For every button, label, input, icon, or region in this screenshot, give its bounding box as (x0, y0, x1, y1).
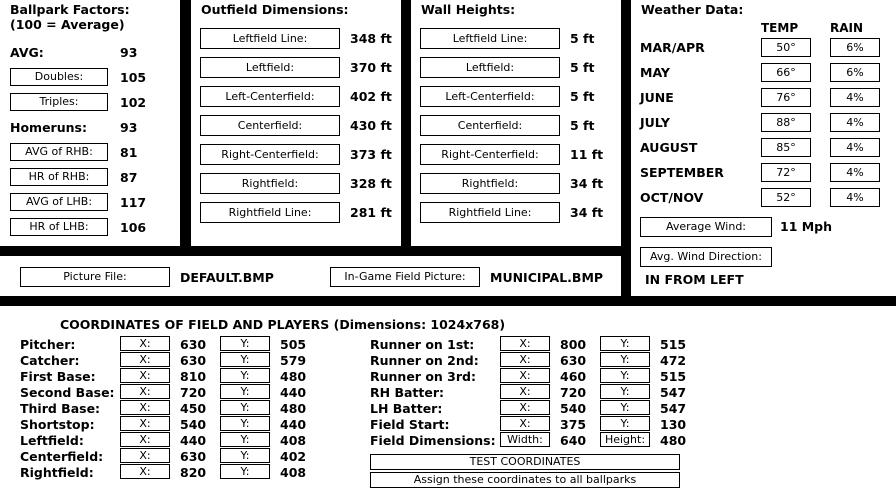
coord-x-field[interactable]: X: (500, 384, 550, 399)
picture-file-button[interactable]: Picture File: (20, 267, 170, 287)
coord-name-label: Centerfield: (20, 449, 104, 464)
coord-y-field[interactable]: Y: (600, 352, 650, 367)
coord-x-value: 720 (560, 385, 587, 400)
coord-y-value: 515 (660, 369, 687, 384)
coord-y-value: 547 (660, 401, 687, 416)
wall-row-button[interactable]: Centerfield: (420, 115, 560, 136)
weather-month-label: MAY (640, 65, 670, 80)
avg-rhb-button[interactable]: AVG of RHB: (10, 143, 108, 161)
outfield-row-value: 348 ft (350, 31, 392, 46)
avg-rhb-value: 81 (120, 145, 138, 160)
outfield-row-value: 370 ft (350, 60, 392, 75)
ballpark-factors-panel (0, 0, 180, 246)
temp-field[interactable]: 72° (761, 163, 811, 182)
coord-y-value: 547 (660, 385, 687, 400)
coord-x-value: 460 (560, 369, 587, 384)
wall-heights-panel (411, 0, 621, 246)
coord-x-value: 440 (180, 433, 207, 448)
weather-month-label: OCT/NOV (640, 190, 704, 205)
temp-field[interactable]: 88° (761, 113, 811, 132)
coord-name-label: RH Batter: (370, 385, 444, 400)
rain-field[interactable]: 4% (830, 138, 880, 157)
rain-header: RAIN (830, 21, 864, 35)
outfield-row-button[interactable]: Leftfield: (200, 57, 340, 78)
wall-row-value: 11 ft (570, 147, 604, 162)
average-wind-value: 11 Mph (780, 219, 833, 234)
wall-row-value: 5 ft (570, 118, 595, 133)
avg-label: AVG: (10, 45, 44, 60)
rain-field[interactable]: 4% (830, 88, 880, 107)
ballpark-subtitle: (100 = Average) (10, 17, 125, 32)
coord-x-value: 630 (180, 353, 207, 368)
coord-y-value: 130 (660, 417, 687, 432)
coord-x-value: 540 (560, 401, 587, 416)
avg-lhb-value: 117 (120, 195, 147, 210)
ingame-picture-value: MUNICIPAL.BMP (490, 270, 604, 285)
outfield-row-button[interactable]: Leftfield Line: (200, 28, 340, 49)
coord-y-field[interactable]: Y: (600, 416, 650, 431)
coord-y-field[interactable]: Y: (220, 464, 270, 479)
coord-y-value: 579 (280, 353, 307, 368)
outfield-row-value: 281 ft (350, 205, 392, 220)
coord-x-value: 630 (180, 337, 207, 352)
coord-x-field[interactable]: X: (120, 448, 170, 463)
triples-button[interactable]: Triples: (10, 93, 108, 111)
coord-name-label: Leftfield: (20, 433, 84, 448)
temp-field[interactable]: 52° (761, 188, 811, 207)
coord-x-value: 820 (180, 465, 207, 480)
rain-field[interactable]: 4% (830, 188, 880, 207)
weather-month-label: AUGUST (640, 140, 698, 155)
outfield-title: Outfield Dimensions: (201, 2, 349, 17)
coord-y-field[interactable]: Y: (220, 416, 270, 431)
width-value: 640 (560, 433, 587, 448)
weather-month-label: MAR/APR (640, 40, 705, 55)
temp-field[interactable]: 85° (761, 138, 811, 157)
wall-row-button[interactable]: Leftfield: (420, 57, 560, 78)
wall-row-value: 34 ft (570, 176, 604, 191)
temp-header: TEMP (761, 21, 799, 35)
homeruns-value: 93 (120, 120, 138, 135)
coord-x-value: 540 (180, 417, 207, 432)
coord-y-field[interactable]: Y: (220, 384, 270, 399)
temp-field[interactable]: 66° (761, 63, 811, 82)
coord-name-label: Runner on 1st: (370, 337, 475, 352)
wall-row-button[interactable]: Rightfield Line: (420, 202, 560, 223)
outfield-dimensions-panel (191, 0, 401, 246)
coord-name-label: Catcher: (20, 353, 80, 368)
picture-file-value: DEFAULT.BMP (180, 270, 274, 285)
hr-rhb-value: 87 (120, 170, 138, 185)
coord-y-value: 480 (280, 401, 307, 416)
doubles-button[interactable]: Doubles: (10, 68, 108, 86)
wall-row-button[interactable]: Left-Centerfield: (420, 86, 560, 107)
weather-month-label: JUNE (640, 90, 674, 105)
coord-name-label: Shortstop: (20, 417, 95, 432)
coord-y-field[interactable]: Y: (600, 400, 650, 415)
coord-y-value: 480 (280, 369, 307, 384)
assign-coordinates-button[interactable]: Assign these coordinates to all ballparks (370, 472, 680, 488)
coord-y-field[interactable]: Y: (220, 368, 270, 383)
wall-row-button[interactable]: Leftfield Line: (420, 28, 560, 49)
coord-x-field[interactable]: X: (500, 352, 550, 367)
height-field[interactable]: Height: (600, 432, 650, 447)
coord-x-value: 810 (180, 369, 207, 384)
temp-field[interactable]: 76° (761, 88, 811, 107)
coord-name-label: Field Start: (370, 417, 450, 432)
coord-x-field[interactable]: X: (500, 336, 550, 351)
weather-month-label: SEPTEMBER (640, 165, 724, 180)
outfield-row-value: 328 ft (350, 176, 392, 191)
coord-x-field[interactable]: X: (120, 464, 170, 479)
coord-name-label: Second Base: (20, 385, 115, 400)
wall-row-button[interactable]: Right-Centerfield: (420, 144, 560, 165)
coord-x-field[interactable]: X: (120, 416, 170, 431)
triples-value: 102 (120, 95, 147, 110)
coord-y-value: 402 (280, 449, 307, 464)
coord-x-field[interactable]: X: (120, 352, 170, 367)
homeruns-label: Homeruns: (10, 120, 87, 135)
wind-direction-value: IN FROM LEFT (645, 272, 744, 287)
coord-name-label: First Base: (20, 369, 96, 384)
temp-field[interactable]: 50° (761, 38, 811, 57)
coord-name-label: Runner on 3rd: (370, 369, 476, 384)
coordinates-title: COORDINATES OF FIELD AND PLAYERS (Dimensions: 1024x768) (60, 317, 506, 332)
wall-row-value: 5 ft (570, 60, 595, 75)
coord-x-field[interactable]: X: (120, 336, 170, 351)
coord-y-field[interactable]: Y: (220, 448, 270, 463)
wall-row-value: 5 ft (570, 31, 595, 46)
outfield-row-button[interactable]: Rightfield Line: (200, 202, 340, 223)
rain-field[interactable]: 6% (830, 38, 880, 57)
height-value: 480 (660, 433, 687, 448)
outfield-row-button[interactable]: Centerfield: (200, 115, 340, 136)
coord-y-value: 472 (660, 353, 687, 368)
rain-field[interactable]: 4% (830, 163, 880, 182)
coord-x-field[interactable]: X: (500, 400, 550, 415)
hr-lhb-value: 106 (120, 220, 147, 235)
coord-x-field[interactable]: X: (120, 432, 170, 447)
doubles-value: 105 (120, 70, 147, 85)
test-coordinates-button[interactable]: TEST COORDINATES (370, 454, 680, 470)
coord-y-field[interactable]: Y: (220, 432, 270, 447)
coord-x-field[interactable]: X: (500, 368, 550, 383)
wall-row-value: 34 ft (570, 205, 604, 220)
outfield-row-value: 373 ft (350, 147, 392, 162)
outfield-row-value: 402 ft (350, 89, 392, 104)
ballpark-title: Ballpark Factors: (10, 2, 130, 17)
outfield-row-value: 430 ft (350, 118, 392, 133)
coord-y-value: 408 (280, 465, 307, 480)
coord-y-field[interactable]: Y: (220, 400, 270, 415)
coord-y-value: 440 (280, 417, 307, 432)
wall-row-value: 5 ft (570, 89, 595, 104)
coordinates-panel (0, 306, 896, 494)
rain-field[interactable]: 4% (830, 113, 880, 132)
rain-field[interactable]: 6% (830, 63, 880, 82)
ingame-picture-button[interactable]: In-Game Field Picture: (330, 267, 480, 287)
coord-y-field[interactable]: Y: (220, 352, 270, 367)
avg-lhb-button[interactable]: AVG of LHB: (10, 193, 108, 211)
coord-x-field[interactable]: X: (120, 400, 170, 415)
coord-name-label: Rightfield: (20, 465, 94, 480)
walls-title: Wall Heights: (421, 2, 516, 17)
field-dimensions-label: Field Dimensions: (370, 433, 496, 448)
wind-direction-button[interactable]: Avg. Wind Direction: (640, 247, 772, 267)
coord-x-field[interactable]: X: (120, 384, 170, 399)
coord-y-field[interactable]: Y: (220, 336, 270, 351)
coord-x-value: 720 (180, 385, 207, 400)
coord-y-value: 440 (280, 385, 307, 400)
outfield-row-button[interactable]: Rightfield: (200, 173, 340, 194)
coord-name-label: Third Base: (20, 401, 101, 416)
weather-title: Weather Data: (641, 2, 744, 17)
hr-rhb-button[interactable]: HR of RHB: (10, 168, 108, 186)
coord-x-value: 630 (560, 353, 587, 368)
coord-x-value: 450 (180, 401, 207, 416)
hr-lhb-button[interactable]: HR of LHB: (10, 218, 108, 236)
avg-value: 93 (120, 45, 138, 60)
coord-x-value: 375 (560, 417, 587, 432)
coord-x-value: 800 (560, 337, 587, 352)
outfield-row-button[interactable]: Right-Centerfield: (200, 144, 340, 165)
weather-month-label: JULY (640, 115, 670, 130)
width-field[interactable]: Width: (500, 432, 550, 447)
coord-y-value: 408 (280, 433, 307, 448)
wall-row-button[interactable]: Rightfield: (420, 173, 560, 194)
pictures-panel (0, 256, 621, 296)
coord-name-label: Pitcher: (20, 337, 76, 352)
weather-data-panel (631, 0, 896, 296)
coord-x-field[interactable]: X: (500, 416, 550, 431)
coord-x-field[interactable]: X: (120, 368, 170, 383)
coord-y-value: 505 (280, 337, 307, 352)
coord-y-field[interactable]: Y: (600, 384, 650, 399)
outfield-row-button[interactable]: Left-Centerfield: (200, 86, 340, 107)
coord-y-value: 515 (660, 337, 687, 352)
coord-name-label: Runner on 2nd: (370, 353, 479, 368)
average-wind-button[interactable]: Average Wind: (640, 217, 772, 237)
coord-y-field[interactable]: Y: (600, 336, 650, 351)
coord-x-value: 630 (180, 449, 207, 464)
coord-y-field[interactable]: Y: (600, 368, 650, 383)
coord-name-label: LH Batter: (370, 401, 443, 416)
